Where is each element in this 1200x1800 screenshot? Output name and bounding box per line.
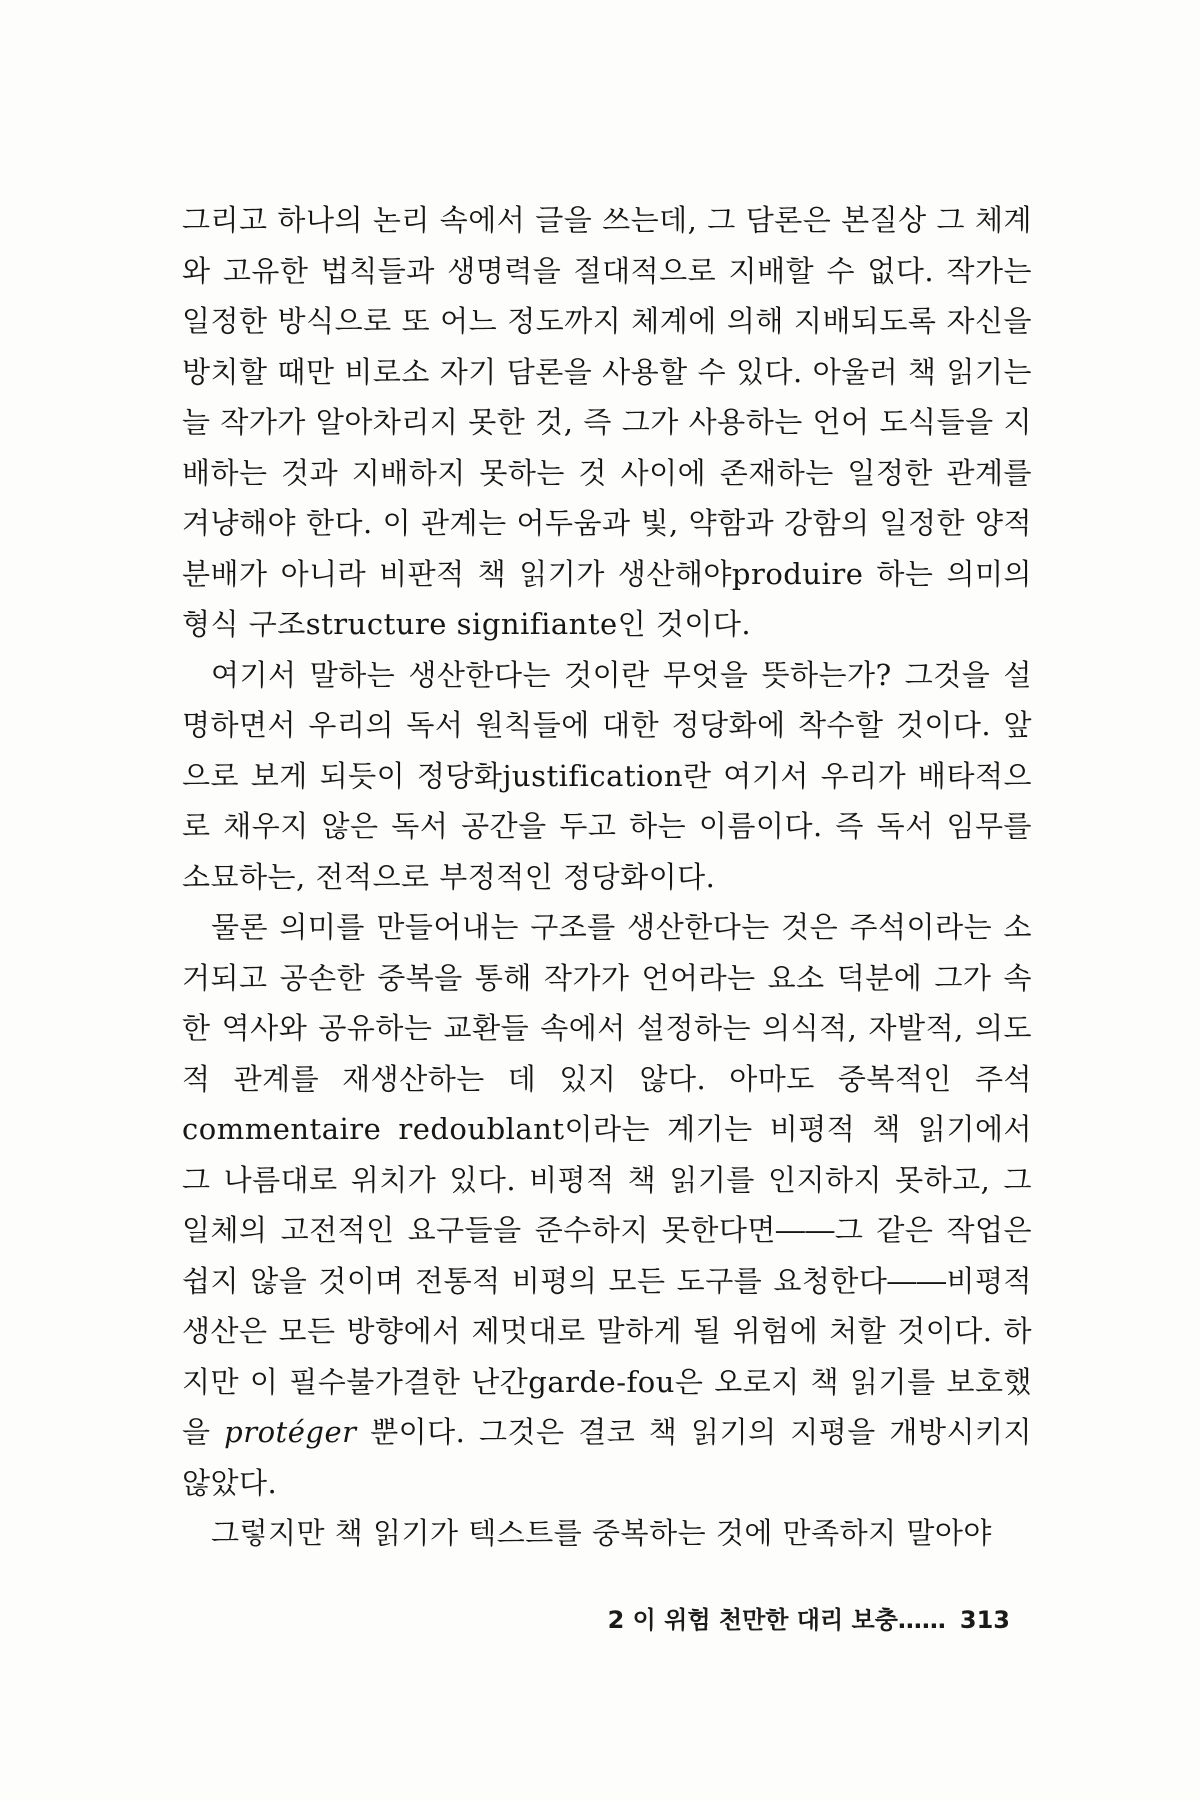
page-number: 313 bbox=[959, 1606, 1010, 1634]
paragraph-3 bbox=[182, 902, 1032, 1508]
body-text bbox=[182, 195, 1032, 1559]
paragraph-3-text-a: 물론 의미를 만들어내는 구조를 생산한다는 것은 주석이라는 소거되고 공손한 중복을 통해 작가가 언어라는 요소 덕분에 그가 속한 역사와 공유하는 교환들 속에서 설정하는 의식적, 자발적, 의도적 관계를 재생산하는 데 있지 않다. 아마도 중복적인 주석commentaire redoublant이라는 계기는 비평적 책 읽기에서 그 나름대로 위치가 있다. 비평적 책 읽기를 인지하지 못하고, 그 일체의 고전적인 요구들을 준수하지 못한다면――그 같은 작업은 쉽지 않을 것이며 전통적 비평의 모든 도구를 요청한다――비평적 생산은 모든 방향에서 제멋대로 말하게 될 위험에 처할 것이다. 하지만 이 필수불가결한 난간garde-fou은 오로지 책 읽기를 보호했을 bbox=[182, 910, 1032, 1449]
paragraph-2: 여기서 말하는 생산한다는 것이란 무엇을 뜻하는가? 그것을 설명하면서 우리의 독서 원칙들에 대한 정당화에 착수할 것이다. 앞으로 보게 되듯이 정당화justification란 여기서 우리가 배타적으로 채우지 않은 독서 공간을 두고 하는 이름이다. 즉 독서 임무를 소묘하는, 전적으로 부정적인 정당화이다. bbox=[182, 657, 1032, 894]
italic-term: protéger bbox=[224, 1415, 357, 1449]
paragraph-4: 그렇지만 책 읽기가 텍스트를 중복하는 것에 만족하지 말아야 bbox=[211, 1516, 992, 1550]
paragraph-3-text-b: 뿐이다. 그것은 결코 책 읽기의 지평을 개방시키지 않았다. bbox=[182, 1415, 1033, 1500]
page-footer bbox=[600, 1600, 1010, 1635]
running-head: 2 이 위험 천만한 대리 보충…… bbox=[607, 1606, 946, 1634]
paragraph-1: 그리고 하나의 논리 속에서 글을 쓰는데, 그 담론은 본질상 그 체계와 고유한 법칙들과 생명력을 절대적으로 지배할 수 없다. 작가는 일정한 방식으로 또 어느 정도까지 체계에 의해 지배되도록 자신을 방치할 때만 비로소 자기 담론을 사용할 수 있다. 아울러 책 읽기는 늘 작가가 알아차리지 못한 것, 즉 그가 사용하는 언어 도식들을 지배하는 것과 지배하지 못하는 것 사이에 존재하는 일정한 관계를 겨냥해야 한다. 이 관계는 어두움과 빛, 약함과 강함의 일정한 양적 분배가 아니라 비판적 책 읽기가 생산해야produire 하는 의미의 형식 구조structure signifiante인 것이다. bbox=[182, 203, 1032, 641]
